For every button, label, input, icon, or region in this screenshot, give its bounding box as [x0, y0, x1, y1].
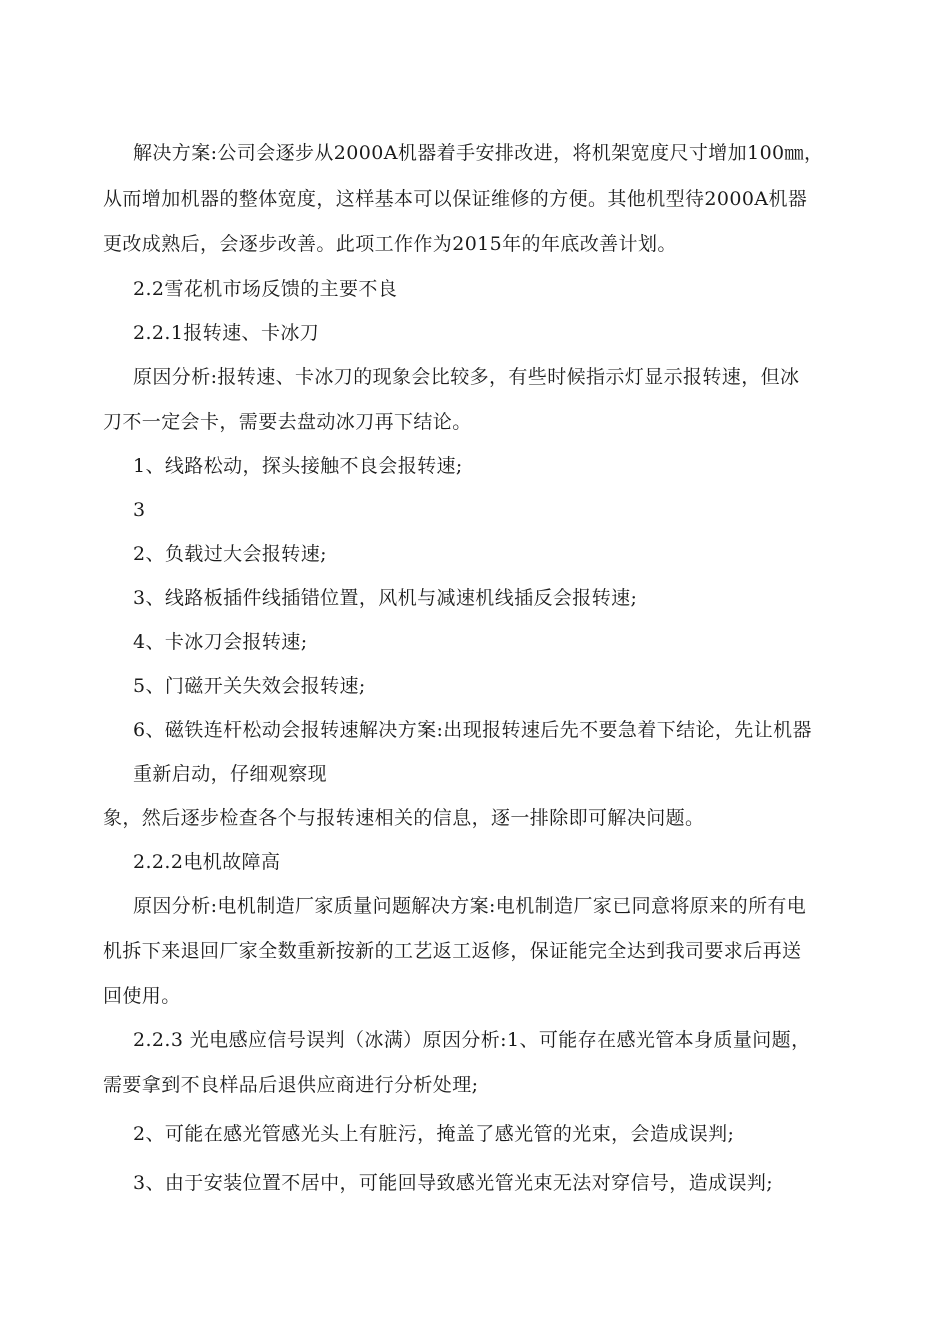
paragraph-line: 从而增加机器的整体宽度，这样基本可以保证维修的方便。其他机型待2000A机器 — [103, 188, 808, 210]
list-item: 4、卡冰刀会报转速; — [133, 631, 308, 653]
list-item: 2、可能在感光管感光头上有脏污，掩盖了感光管的光束，会造成误判; — [133, 1123, 735, 1145]
paragraph-line: 原因分析:电机制造厂家质量问题解决方案:电机制造厂家已同意将原来的所有电 — [133, 895, 807, 917]
subsection-heading: 2.2.1报转速、卡冰刀 — [133, 322, 320, 344]
list-item: 6、磁铁连杆松动会报转速解决方案:出现报转速后先不要急着下结论，先让机器 — [133, 719, 812, 741]
paragraph-line: 刀不一定会卡，需要去盘动冰刀再下结论。 — [103, 411, 472, 433]
paragraph-line: 象，然后逐步检查各个与报转速相关的信息，逐一排除即可解决问题。 — [103, 807, 705, 829]
list-item: 3、由于安装位置不居中，可能回导致感光管光束无法对穿信号，造成误判; — [133, 1172, 774, 1194]
paragraph-line: 回使用。 — [103, 985, 181, 1007]
paragraph-line: 重新启动，仔细观察现 — [133, 763, 328, 785]
list-item: 2、负载过大会报转速; — [133, 543, 327, 565]
page-number: 3 — [133, 499, 146, 521]
list-item: 5、门磁开关失效会报转速; — [133, 675, 366, 697]
subsection-heading: 2.2.3 光电感应信号误判（冰满）原因分析:1、可能存在感光管本身质量问题， — [133, 1029, 811, 1051]
subsection-heading: 2.2.2电机故障高 — [133, 851, 281, 873]
paragraph-line: 更改成熟后，会逐步改善。此项工作作为2015年的年底改善计划。 — [103, 233, 677, 255]
paragraph-line: 需要拿到不良样品后退供应商进行分析处理; — [103, 1074, 479, 1096]
list-item: 3、线路板插件线插错位置，风机与减速机线插反会报转速; — [133, 587, 638, 609]
paragraph-line: 解决方案:公司会逐步从2000A机器着手安排改进，将机架宽度尺寸增加100㎜， — [133, 142, 824, 164]
paragraph-line: 机拆下来退回厂家全数重新按新的工艺返工返修，保证能完全达到我司要求后再送 — [103, 940, 802, 962]
section-heading: 2.2雪花机市场反馈的主要不良 — [133, 278, 398, 300]
paragraph-line: 原因分析:报转速、卡冰刀的现象会比较多，有些时候指示灯显示报转速，但冰 — [133, 366, 800, 388]
list-item: 1、线路松动，探头接触不良会报转速; — [133, 455, 463, 477]
